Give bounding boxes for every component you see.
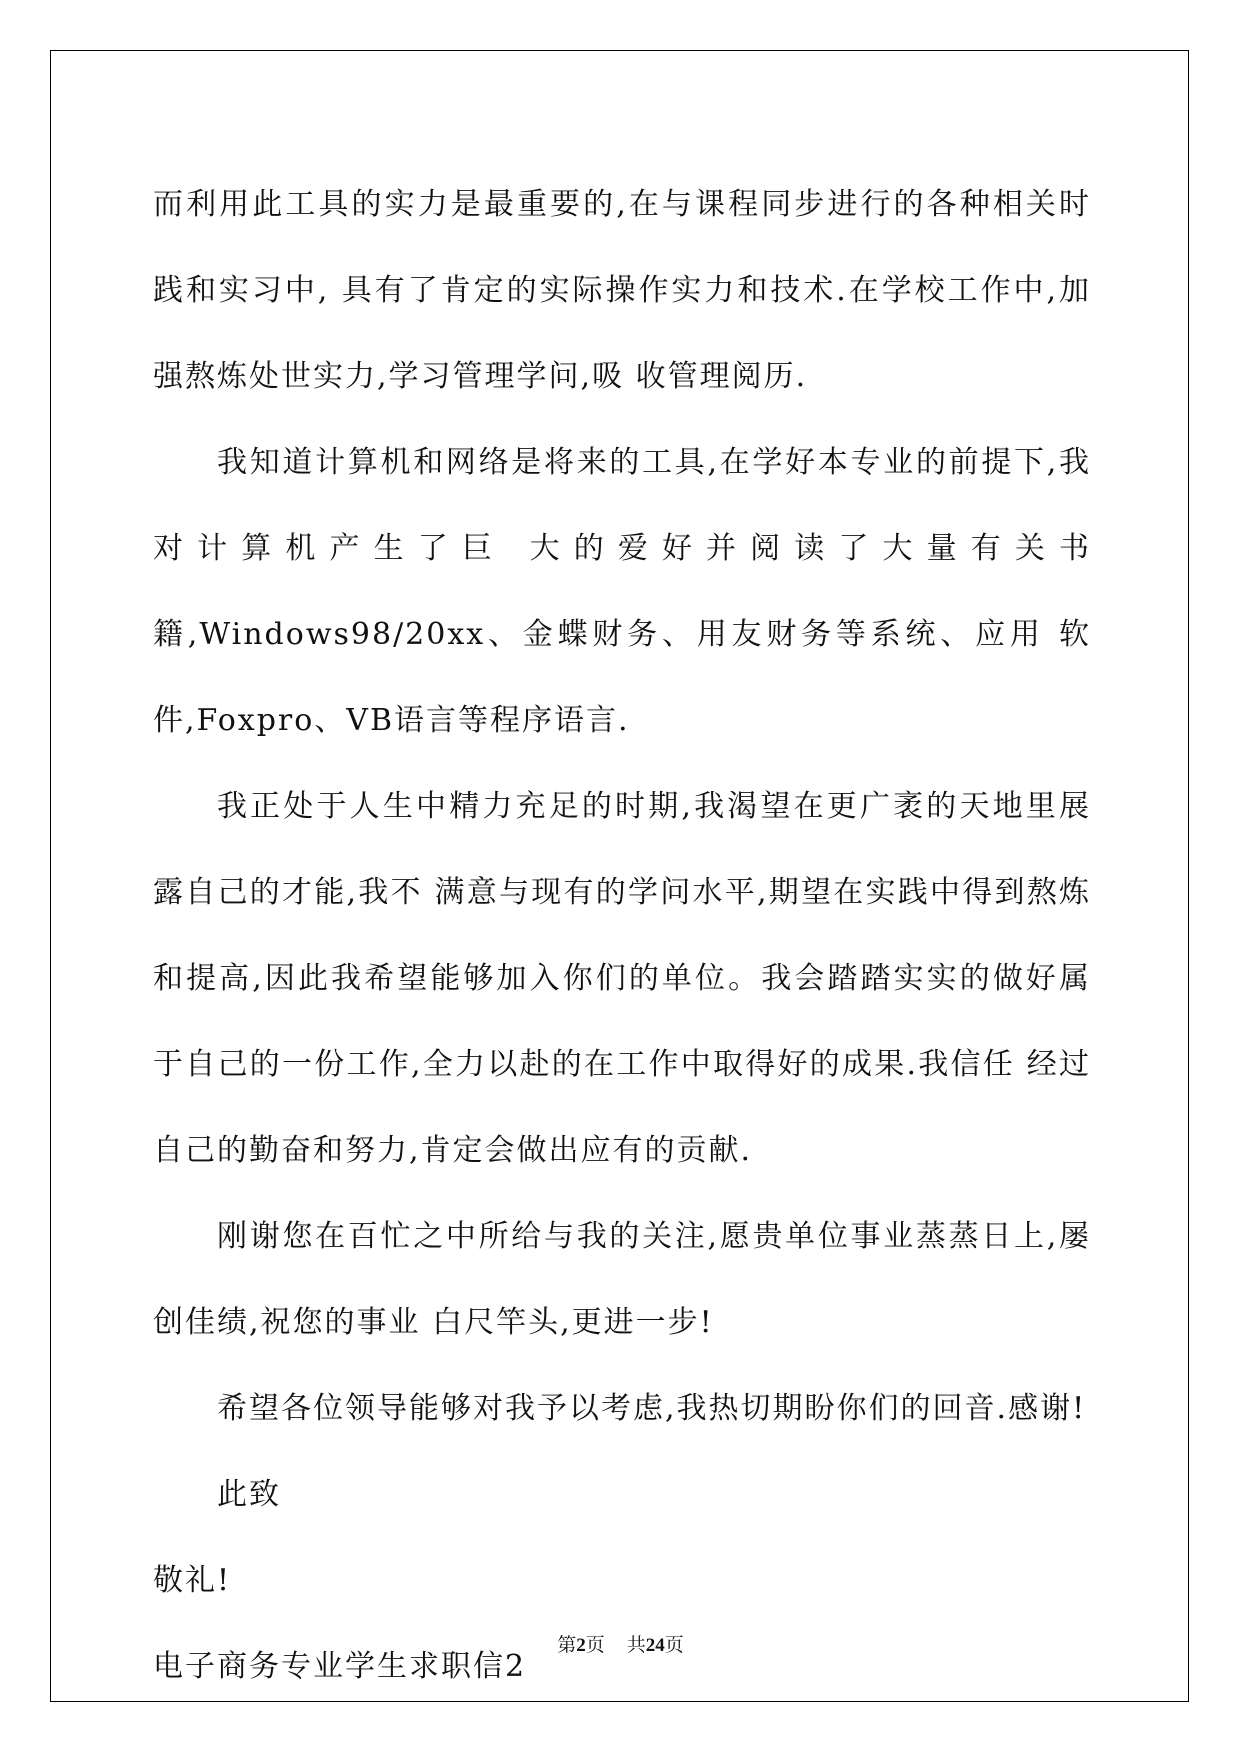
document-body (153, 162, 1091, 1710)
page-prefix: 第 (557, 1635, 577, 1656)
page-footer (0, 1630, 1241, 1657)
salutation-jing-li: 敬礼! (153, 1563, 232, 1598)
total-prefix: 共 (626, 1635, 646, 1656)
page-suffix: 页 (585, 1635, 605, 1656)
paragraph-thanks: 刚谢您在百忙之中所给与我的关注,愿贵单位事业蒸蒸日上,屡创佳绩,祝您的事业 白尺竿头,更进一步! (153, 1219, 1091, 1340)
paragraph-closing-hope: 希望各位领导能够对我予以考虑,我热切期盼你们的回音.感谢! (217, 1391, 1087, 1426)
paragraph-computer-skills: 我知道计算机和网络是将来的工具,在学好本专业的前提下,我对计算机产生了巨 大的爱好并阅读了大量有关书籍,Windows98/20xx、金蝶财务、用友财务等系统、应用 软件,Foxpro、VB语言等程序语言. (153, 445, 1091, 738)
salutation-ci-zhi: 此致 (217, 1477, 281, 1512)
total-pages: 24 (645, 1635, 665, 1656)
page-number: 2 (576, 1635, 586, 1656)
paragraph-motivation: 我正处于人生中精力充足的时期,我渴望在更广袤的天地里展露自己的才能,我不 满意与现有的学问水平,期望在实践中得到熬炼和提高,因此我希望能够加入你们的单位。我会踏踏实实的做好属于自己的一份工作,全力以赴的在工作中取得好的成果.我信任 经过自己的勤奋和努力,肯定会做出应有的贡献. (153, 789, 1091, 1168)
section-heading: 电子商务专业学生求职信2 (153, 1649, 527, 1684)
total-suffix: 页 (664, 1635, 684, 1656)
paragraph-tools-practice: 而利用此工具的实力是最重要的,在与课程同步进行的各种相关时践和实习中, 具有了肯定的实际操作实力和技术.在学校工作中,加强熬炼处世实力,学习管理学问,吸 收管理阅历. (153, 187, 1091, 394)
